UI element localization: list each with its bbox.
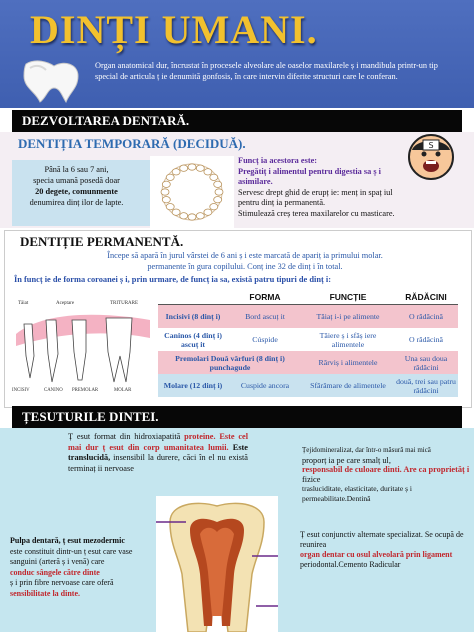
table-row: Caninos (4 dinț i) ascuț it Cúspide Tăiere ș i sfâș iere alimentele O rădăcină	[158, 328, 458, 351]
arch-tooth	[204, 209, 212, 215]
temporary-text: Până la 6 sau 7 ani, specia umană posedă doar 20 degete, comunmente denumirea dinț ilor de lapte.	[29, 165, 124, 207]
arch-tooth	[162, 181, 170, 187]
arch-tooth	[214, 181, 222, 187]
tooth-cross-section-diagram	[156, 496, 278, 632]
teeth-types-illustration	[10, 294, 156, 394]
table-row: Incisivi (8 dinț i) Bord ascuț it Tăiaț i-i pe alimente O rădăcină	[158, 305, 458, 329]
label-premolar: PREMOLAR	[72, 388, 99, 393]
arch-tooth	[196, 213, 204, 219]
permanent-title: DENTIȚIE PERMANENTĂ.	[20, 234, 184, 249]
label-incisor: INCISIV	[12, 388, 30, 393]
arch-tooth	[215, 189, 223, 195]
label-canine: CANINO	[44, 388, 63, 393]
temporary-title: DENTIȚIA TEMPORARĂ (DECIDUĂ).	[18, 136, 246, 151]
permanent-subtitle: În funcț ie de forma coroanei ș i, prin urmare, de funcț ia sa, există patru tipuri de dinț i:	[14, 275, 332, 284]
col-header	[158, 290, 228, 305]
arch-tooth	[180, 213, 188, 219]
arch-tooth	[172, 209, 180, 215]
label-molar: MOLAR	[114, 388, 132, 393]
arch-tooth	[188, 164, 196, 170]
col-header: FUNCȚIE	[302, 290, 394, 305]
label-grind: TRITURARE	[110, 301, 139, 306]
enamel-text: Ț esut format din hidroxiapatită proteine. Este cel mai dur ț esut din corp umanitatea lumii. Este translucidă, insensibil la durere, căci în el nu există terminaț ii nervoase	[68, 432, 248, 473]
intro-text: Organ anatomical dur, încrustat în procesele alveolare ale oaselor maxilarele ș i mandibula printr-un tip special de articula ț ie denumită gonfosis, în care intervin diferite structuri care le conferan.	[95, 61, 438, 81]
arch-tooth	[210, 204, 218, 210]
arch-tooth	[166, 204, 174, 210]
label-accept: Aceptare	[56, 301, 75, 306]
arch-tooth	[172, 169, 180, 175]
arch-tooth	[188, 214, 196, 220]
col-header: RĂDĂCINI	[394, 290, 458, 305]
arch-tooth	[162, 197, 170, 203]
pulp-text: Pulpa dentară, ț esut mezodermic este constituit dintr-un ț esut care vase sanguini (arteră ș i venă) care conduc sângele către dinte ș i prin fibre nervoase care oferă sensibilitate la dinte.	[10, 536, 133, 598]
dentin-text: Țejidomineralizat, dar într-o măsură mai mică proporț ia pe care smalț ul, responsabil de culoare dinti. Are ca proprietăț i fizice trasluciditate, elasticitate, duritate ș i permeabilitate.Dentină	[302, 446, 470, 503]
tooth-icon	[16, 58, 86, 104]
svg-text:S: S	[428, 141, 434, 150]
arch-tooth	[196, 165, 204, 171]
permanent-text: Începe să apară în jurul vârstei de 6 ani ș i este marcată de apariț ia primului molar. permanente în gura copilului. Conț ine 32 de dinț i în total.	[107, 251, 383, 271]
arch-tooth	[161, 189, 169, 195]
dental-arch-diagram	[150, 156, 234, 228]
function-box: Funcț ia acestora este: Pregătiț i alimentul pentru digestia sa ș i asimilare. Servesc drept ghid de erupț ie: menț in spaț iul pentru dinț ia permanentă. Stimulează creș terea maxilarelor cu masticare.	[238, 156, 395, 218]
section-bar-tissues: ȚESUTURILE DINTEI.	[12, 406, 462, 428]
label-cut: Tăiat	[18, 301, 29, 306]
arch-tooth	[180, 165, 188, 171]
col-header: FORMA	[228, 290, 302, 305]
table-row: Premolari Două vârfuri (8 dinț i) punchagude Rărviș i alimentele Una sau doua rădăcini	[158, 351, 458, 374]
cementum-text: Ț esut conjunctiv alternate specializat. Se ocupă de reunirea organ dentar cu osul alveolară prin ligament periodontal.Cemento Radicular	[300, 530, 464, 569]
arch-tooth	[210, 174, 218, 180]
teeth-types-table	[158, 290, 458, 397]
section-bar-development: DEZVOLTAREA DENTARĂ.	[12, 110, 462, 132]
arch-tooth	[214, 197, 222, 203]
page-title: DINȚI UMANI.	[30, 7, 318, 52]
face-icon	[406, 132, 456, 182]
arch-tooth	[204, 169, 212, 175]
arch-tooth	[166, 174, 174, 180]
table-row: Molare (12 dinț i) Cuspide ancora Sfărâmare de alimentele două, trei sau patru rădăcini	[158, 374, 458, 397]
